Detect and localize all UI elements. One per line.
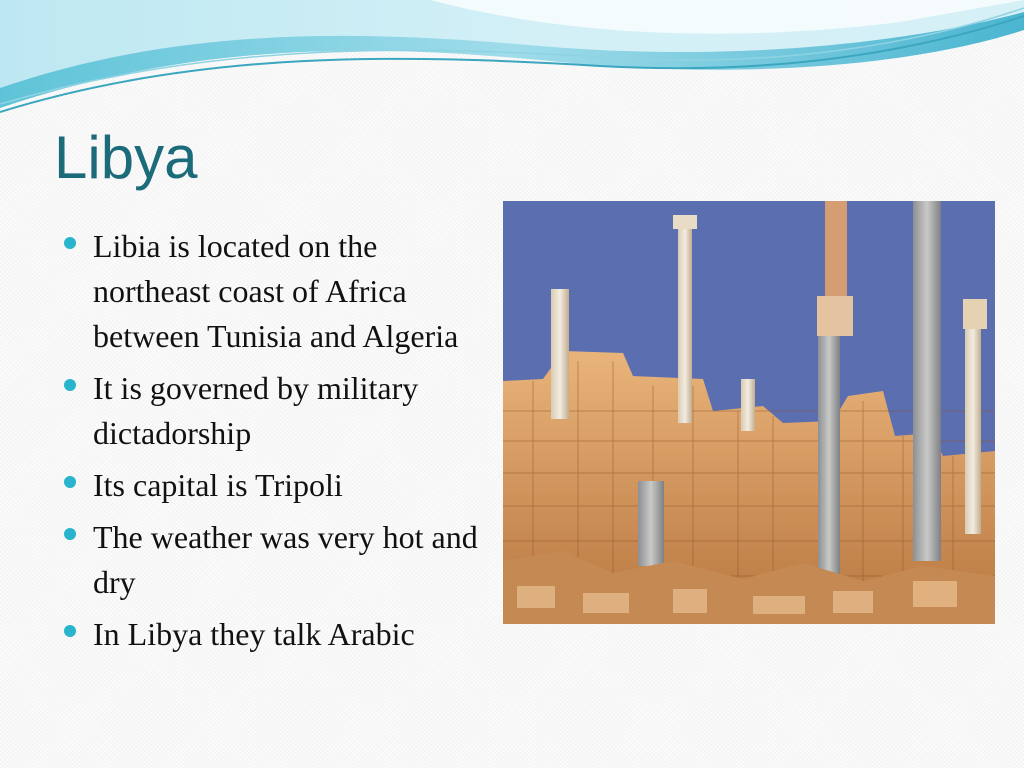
bullet-item <box>62 463 502 508</box>
bullet-text: It is governed by military dictadorship <box>93 370 419 451</box>
bullet-list <box>62 224 502 664</box>
bullet-item <box>62 515 502 605</box>
bullet-dot-icon <box>64 237 76 249</box>
bullet-text: In Libya they talk Arabic <box>93 616 415 652</box>
bullet-item <box>62 612 502 657</box>
bullet-text: Libia is located on the northeast coast of Africa between Tunisia and Algeria <box>93 228 459 354</box>
bullet-item <box>62 366 502 456</box>
bullet-dot-icon <box>64 625 76 637</box>
bullet-item <box>62 224 502 359</box>
bullet-dot-icon <box>64 528 76 540</box>
ruins-photo <box>503 201 995 624</box>
header-wave-decoration <box>0 0 1024 120</box>
slide-title: Libya <box>54 124 198 191</box>
bullet-text: Its capital is Tripoli <box>93 467 343 503</box>
bullet-text: The weather was very hot and dry <box>93 519 478 600</box>
bullet-dot-icon <box>64 476 76 488</box>
bullet-dot-icon <box>64 379 76 391</box>
